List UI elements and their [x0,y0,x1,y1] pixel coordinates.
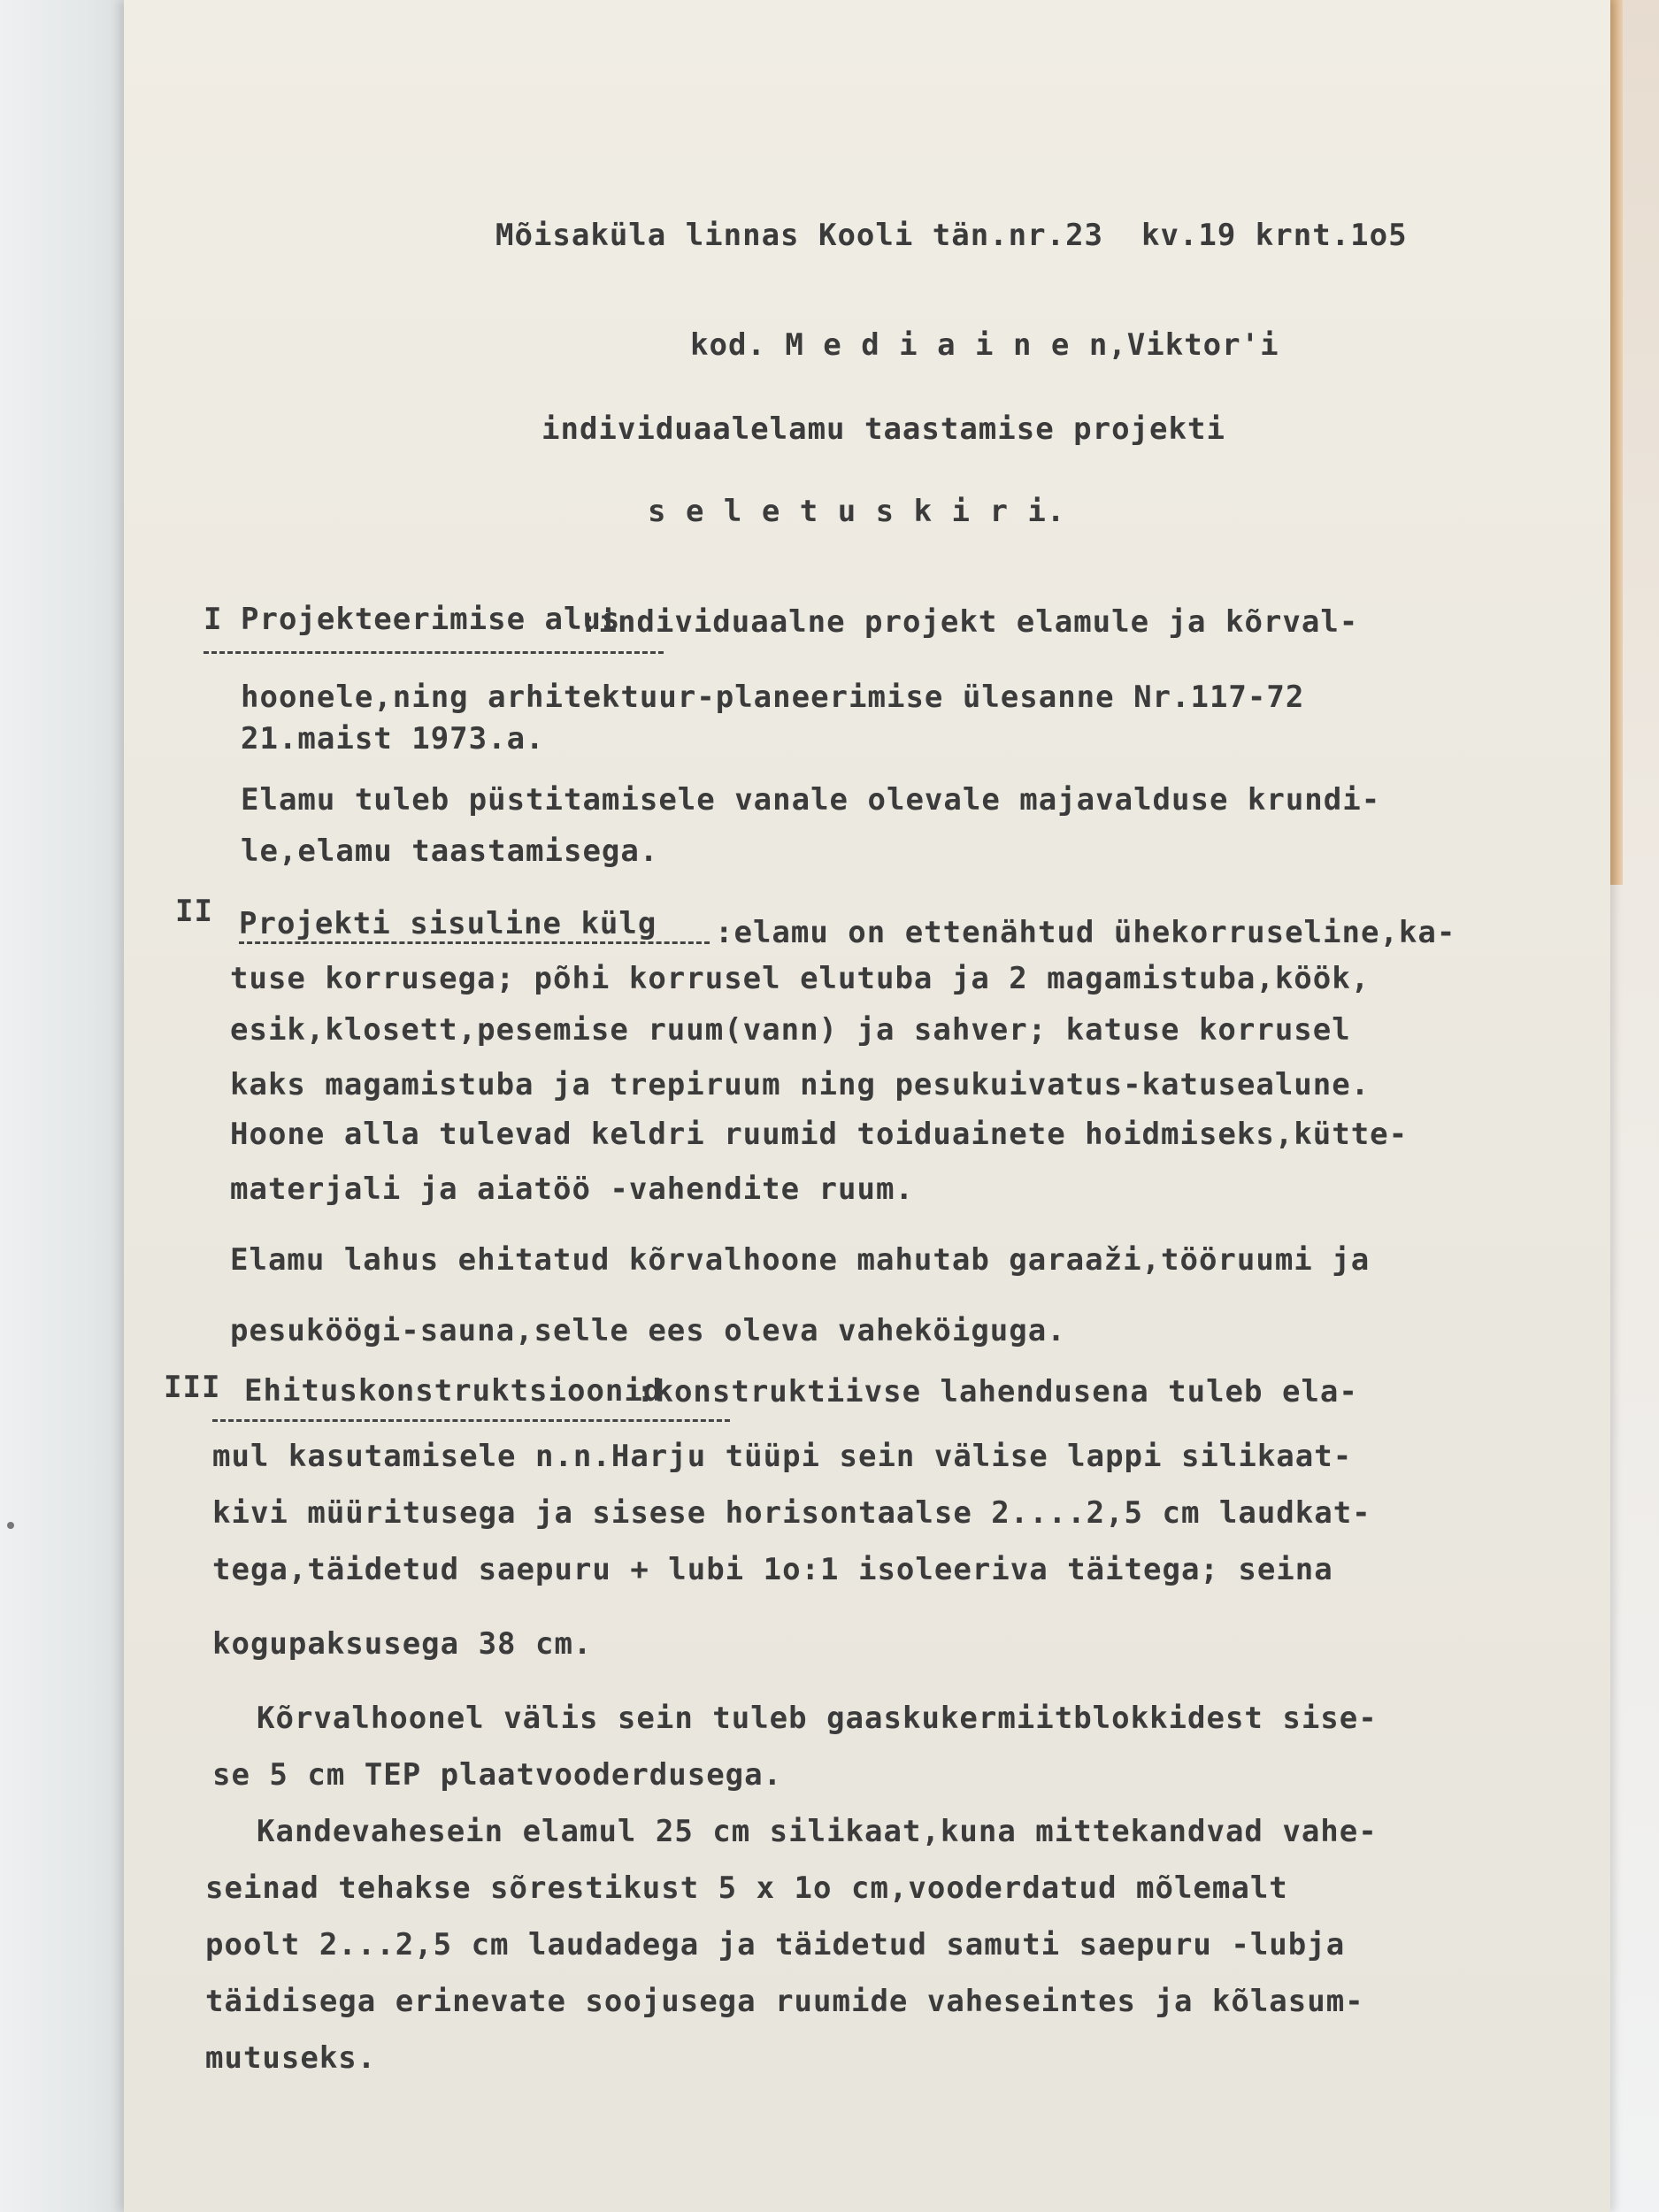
section-3-line: poolt 2...2,5 cm laudadega ja täidetud samuti saepuru -lubja [205,1927,1346,1962]
section-2-line: esik,klosett,pesemise ruum(vann) ja sahver; katuse korrusel [230,1012,1351,1048]
section-3-line: kogupaksusega 38 cm. [212,1626,593,1662]
section-2-line: pesuköögi-sauna,selle ees oleva vaheköiguga. [230,1313,1066,1348]
section-3-line: mul kasutamisele n.n.Harju tüüpi sein välise lappi silikaat- [212,1439,1353,1474]
section-2-line: kaks magamistuba ja trepiruum ning pesukuivatus-katusealune. [230,1067,1371,1102]
section-2-heading: Projekti sisuline külg [239,906,657,941]
section-1-number: I [204,602,223,637]
typewritten-page [124,0,1610,2212]
section-3-line: kivi müüritusega ja sisese horisontaalse 2....2,5 cm laudkat- [212,1495,1371,1531]
section-1-heading: Projekteerimise alus [241,602,621,637]
section-3-heading: Ehituskonstruktsioonid [244,1373,663,1409]
section-3-line: täidisega erinevate soojusega ruumide vaheseintes ja kõlasum- [205,1984,1364,2019]
owner-line: kod. M e d i a i n e n,Viktor'i [690,327,1279,363]
section-2-line: tuse korrusega; põhi korrusel elutuba ja 2 magamistuba,köök, [230,961,1371,996]
section-3-line: tega,täidetud saepuru + lubi 1o:1 isoleeriva täitega; seina [212,1552,1333,1587]
section-3-line: mutuseks. [205,2040,377,2076]
document-type-title: s e l e t u s k i r i. [648,494,1066,529]
section-1-line: hoonele,ning arhitektuur-planeerimise ülesanne Nr.117-72 [241,680,1305,715]
section-3-line: seinad tehakse sõrestikust 5 x 1o cm,vooderdatud mõlemalt [205,1870,1288,1906]
address-line: Mõisaküla linnas Kooli tän.nr.23 kv.19 krnt.1o5 [495,218,1408,253]
section-3-line: Kandevahesein elamul 25 cm silikaat,kuna mittekandvad vahe- [257,1814,1378,1849]
section-3-line: Kõrvalhoonel välis sein tuleb gaaskukermiitblokkidest sise- [257,1701,1378,1736]
section-1-line: le,elamu taastamisega. [241,833,659,869]
section-1-line: :individuaalne projekt elamule ja kõrval- [580,604,1359,640]
section-2-heading-underline [239,941,710,944]
project-title: individuaalelamu taastamise projekti [541,411,1225,447]
section-2-line: materjali ja aiatöö -vahendite ruum. [230,1171,914,1207]
section-2-number: II [175,894,213,929]
section-1-line: 21.maist 1973.a. [241,721,545,757]
section-1-heading-underline [204,651,664,654]
section-3-line: se 5 cm TEP plaatvooderdusega. [212,1757,783,1793]
section-2-line: Elamu lahus ehitatud kõrvalhoone mahutab garaaži,tööruumi ja [230,1242,1371,1278]
section-3-line: :konstruktiivse lahendusena tuleb ela- [636,1374,1358,1409]
section-3-heading-underline [212,1419,730,1422]
section-3-number: III [164,1370,221,1405]
section-2-line: Hoone alla tulevad keldri ruumid toiduainete hoidmiseks,kütte- [230,1117,1409,1152]
binder-hole [7,1522,14,1529]
section-1-line: Elamu tuleb püstitamisele vanale olevale majavalduse krundi- [241,782,1381,818]
section-2-line: :elamu on ettenähtud ühekorruseline,ka- [715,915,1456,950]
